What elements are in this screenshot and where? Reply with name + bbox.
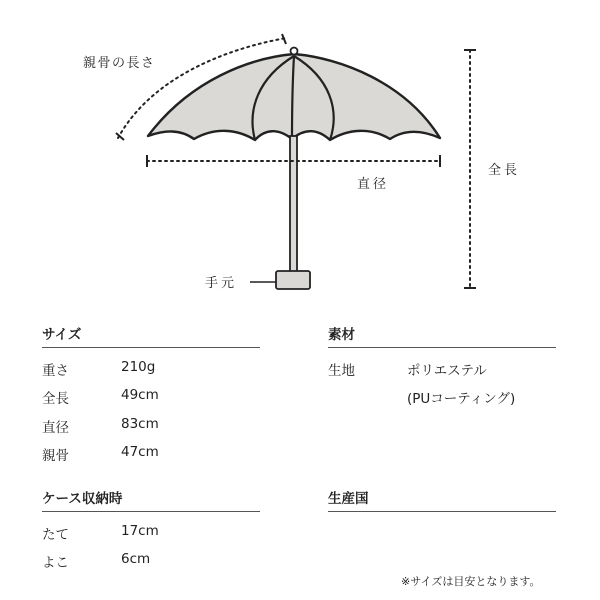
rib-length-end-tick [116,133,124,140]
total-length-label: 全長 [488,163,521,178]
umbrella-tip [291,48,298,55]
handle-label: 手元 [205,276,238,291]
spec-label-case-width: よこ [42,555,69,571]
spec-label-total-length: 全長 [42,391,69,407]
spec-value-rib: 47cm [121,444,159,460]
case-size-section-title: ケース収納時 [42,491,123,507]
spec-value-case-height: 17cm [121,523,159,539]
spec-label-fabric: 生地 [328,363,355,379]
rib-length-label: 親骨の長さ [83,56,156,71]
umbrella-handle [276,271,310,289]
umbrella-shaft [290,136,297,274]
size-note: ※サイズは目安となります。 [401,575,541,588]
spec-value-diameter: 83cm [121,416,159,432]
spec-value-total-length: 49cm [121,387,159,403]
spec-value-fabric: ポリエステル [407,363,487,379]
origin-section-title: 生産国 [328,491,369,507]
spec-value-fabric-coating: (PUコーティング) [407,391,516,407]
diameter-label: 直径 [357,177,390,192]
material-section-title: 素材 [328,327,355,343]
case-size-section-divider [42,511,260,512]
spec-label-weight: 重さ [42,363,69,379]
material-section-divider [328,347,556,348]
origin-section-divider [328,511,556,512]
size-section-divider [42,347,260,348]
spec-label-rib: 親骨 [42,448,69,464]
spec-label-diameter: 直径 [42,420,69,436]
spec-label-case-height: たて [42,527,69,543]
spec-value-weight: 210g [121,359,156,375]
size-section-title: サイズ [42,327,82,343]
spec-value-case-width: 6cm [121,551,151,567]
